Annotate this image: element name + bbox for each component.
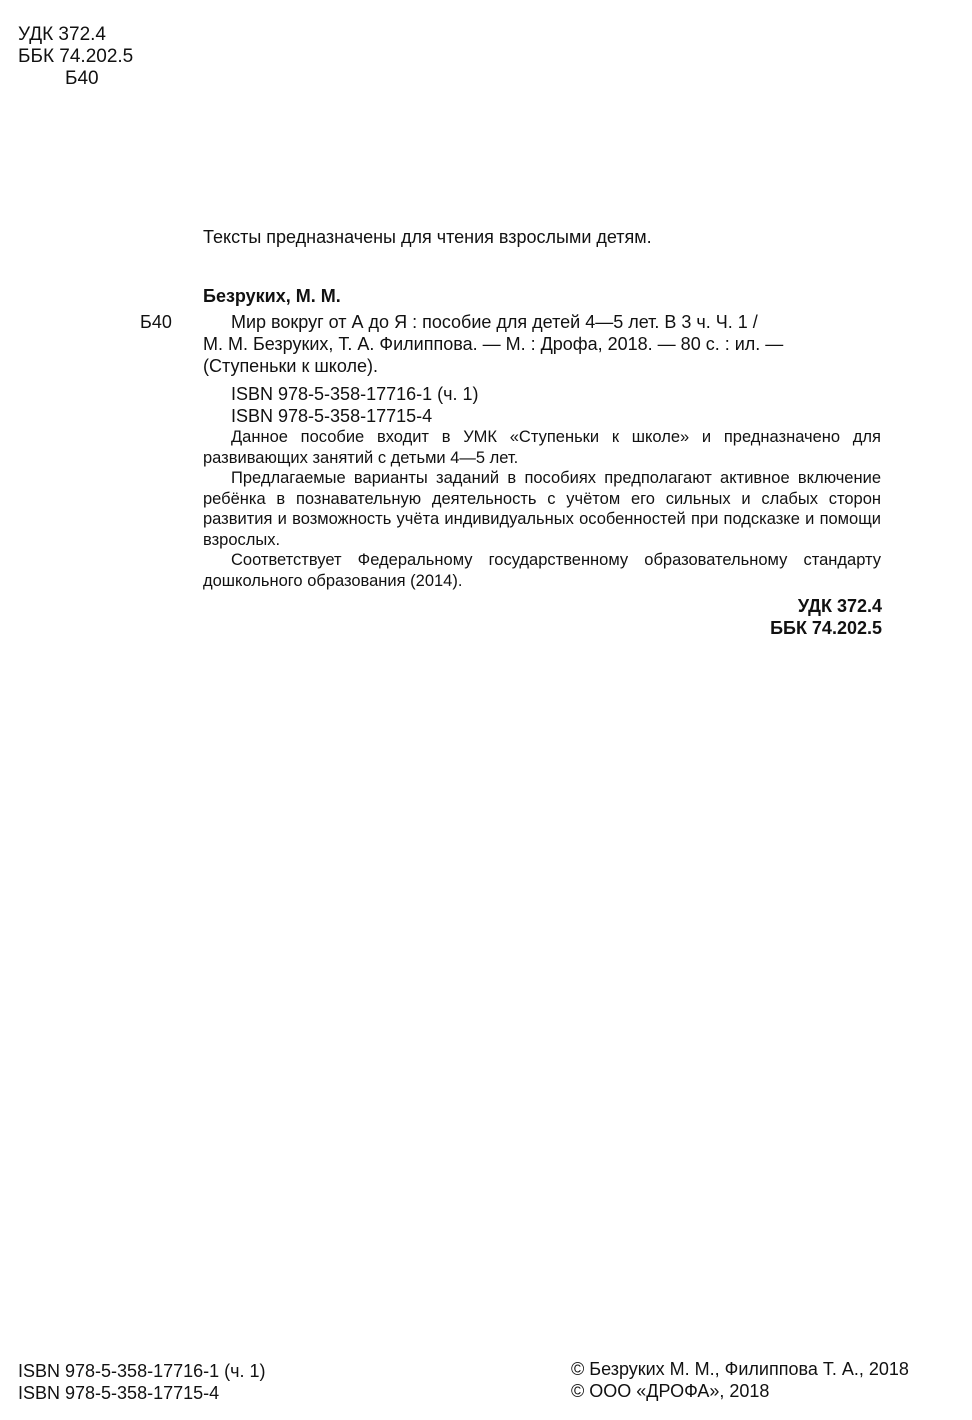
annotation-paragraph: Данное пособие входит в УМК «Ступеньки к школе» и предназначено для развивающих занятий с детьми 4—5 лет. bbox=[203, 428, 881, 467]
isbn-part-1: ISBN 978-5-358-17716-1 (ч. 1) bbox=[231, 384, 479, 404]
copyright-publisher: © ООО «ДРОФА», 2018 bbox=[571, 1381, 770, 1401]
copyright-authors: © Безруких М. М., Филиппова Т. А., 2018 bbox=[571, 1359, 909, 1379]
catalog-udk: УДК 372.4 bbox=[797, 596, 882, 616]
footer-isbn bbox=[18, 1360, 266, 1404]
bbk-code: ББК 74.202.5 bbox=[18, 46, 134, 67]
annotation bbox=[203, 427, 881, 591]
bib-line: М. М. Безруких, Т. А. Филиппова. — М. : Дрофа, 2018. — 80 с. : ил. — bbox=[203, 334, 784, 354]
copyright-block bbox=[571, 1358, 909, 1402]
catalog-classification bbox=[680, 595, 882, 639]
isbn-set: ISBN 978-5-358-17715-4 bbox=[231, 406, 433, 426]
bibliographic-description bbox=[203, 311, 883, 377]
classification-header bbox=[18, 24, 133, 90]
author-heading: Безруких, М. М. bbox=[203, 286, 341, 306]
catalog-author-mark: Б40 bbox=[140, 312, 172, 332]
footer-isbn-1: ISBN 978-5-358-17716-1 (ч. 1) bbox=[18, 1361, 266, 1381]
bib-line: (Ступеньки к школе). bbox=[203, 356, 378, 376]
footer-isbn-2: ISBN 978-5-358-17715-4 bbox=[18, 1383, 220, 1403]
author-mark: Б40 bbox=[65, 68, 99, 89]
audience-note: Тексты предназначены для чтения взрослыми детям. bbox=[203, 227, 652, 247]
catalog-isbn-block bbox=[231, 383, 479, 427]
udk-code: УДК 372.4 bbox=[18, 24, 106, 45]
bib-line: Мир вокруг от А до Я : пособие для детей 4—5 лет. В 3 ч. Ч. 1 / bbox=[231, 312, 758, 332]
annotation-paragraph: Предлагаемые варианты заданий в пособиях предполагают активное включение ребёнка в познавательную деятельность с учётом его сильных и слабых сторон развития и возможность учёта индивидуальных особенностей при подсказке и помощи взрослых. bbox=[203, 469, 881, 549]
annotation-paragraph: Соответствует Федеральному государственному образовательному стандарту дошкольного образования (2014). bbox=[203, 551, 881, 590]
catalog-bbk: ББК 74.202.5 bbox=[770, 618, 882, 638]
